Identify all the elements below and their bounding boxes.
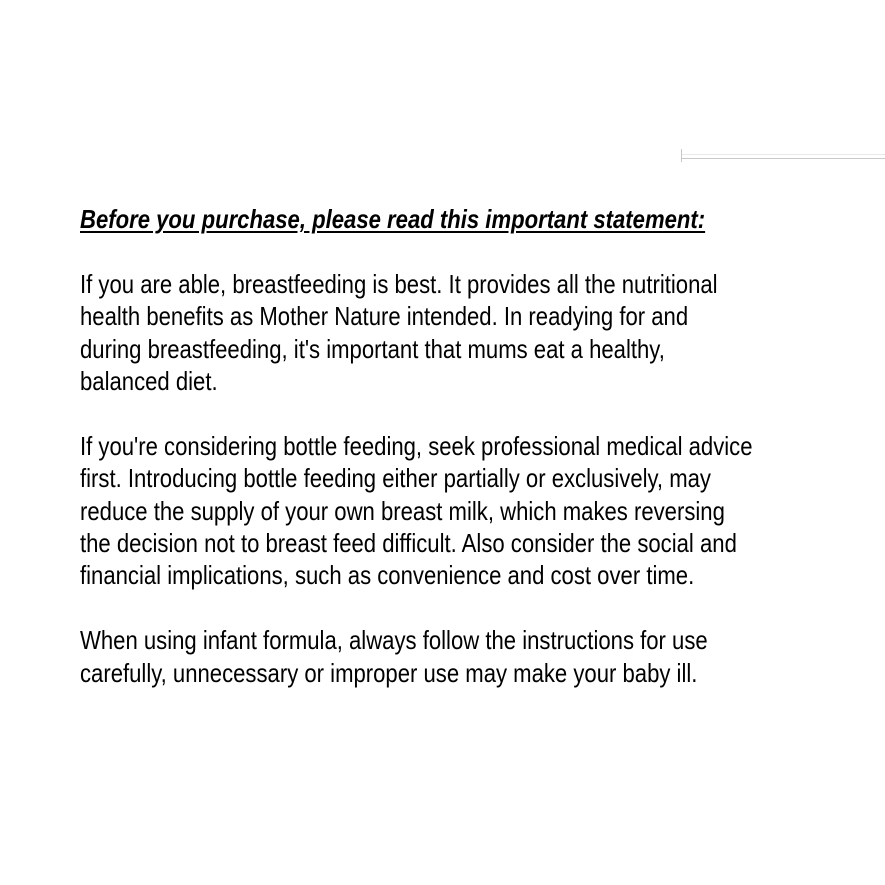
paragraph-line: If you are able, breastfeeding is best. It provides all the nutritional xyxy=(80,268,718,299)
paragraph-line: balanced diet. xyxy=(80,366,218,397)
paragraph-breastfeeding-best xyxy=(80,268,862,398)
paragraph-bottle-feeding-advice xyxy=(80,430,862,592)
paragraph-line: the decision not to breast feed difficult. Also consider the social and xyxy=(80,528,737,559)
paragraph-line: carefully, unnecessary or improper use may make your baby ill. xyxy=(80,657,698,688)
paragraph-line: When using infant formula, always follow the instructions for use xyxy=(80,625,708,656)
paragraph-line: during breastfeeding, it's important that mums eat a healthy, xyxy=(80,333,665,364)
paragraph-line: financial implications, such as convenience and cost over time. xyxy=(80,560,695,591)
paragraph-line: health benefits as Mother Nature intended. In readying for and xyxy=(80,301,689,332)
paragraph-line: reduce the supply of your own breast milk, which makes reversing xyxy=(80,495,725,526)
paragraph-infant-formula-warning xyxy=(80,624,862,689)
statement-text-block xyxy=(80,0,862,689)
paragraph-line: If you're considering bottle feeding, seek professional medical advice xyxy=(80,430,753,461)
paragraph-line: first. Introducing bottle feeding either partially or exclusively, may xyxy=(80,463,711,494)
statement-heading: Before you purchase, please read this important statement: xyxy=(80,204,706,234)
